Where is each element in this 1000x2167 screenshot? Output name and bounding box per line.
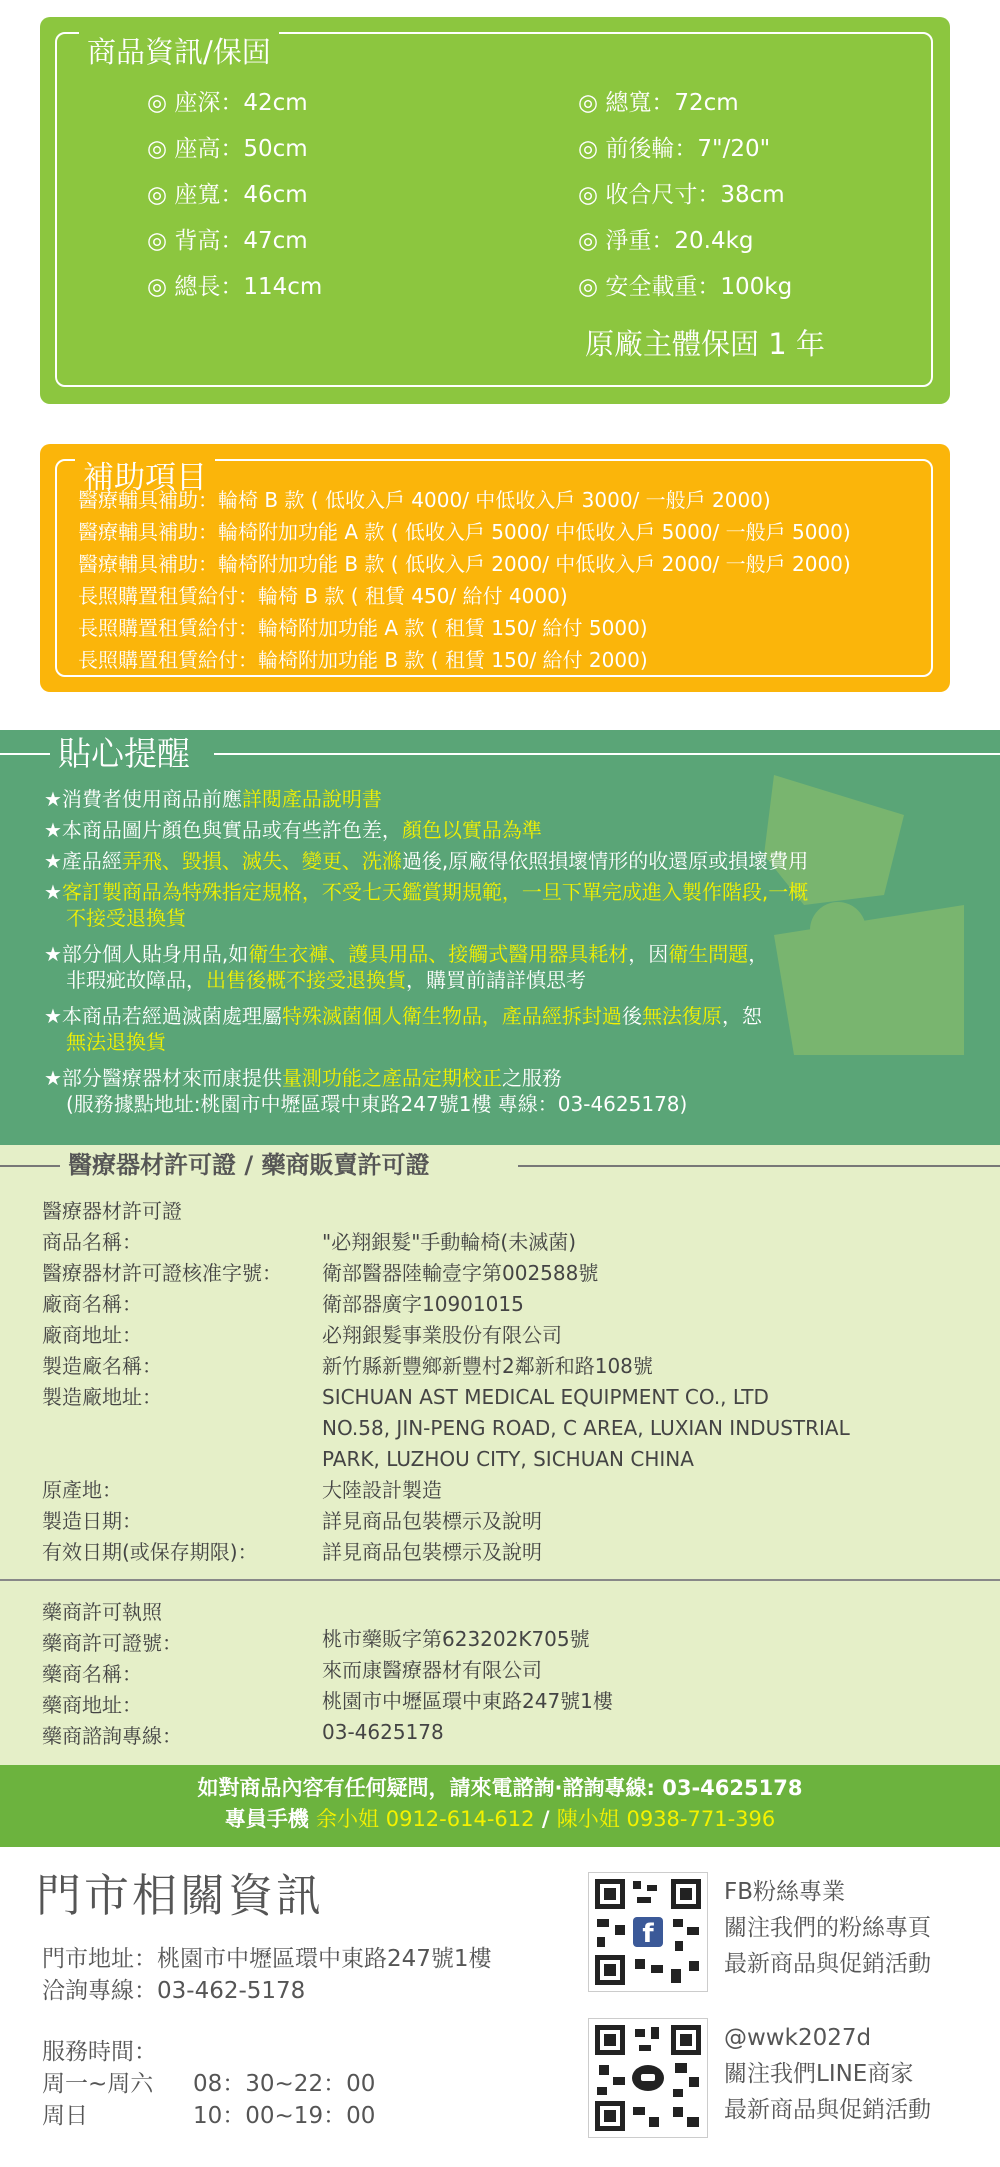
device-row-key: 廠商名稱： [42,1292,142,1316]
spec-safe-load: ◎ 安全載重：100kg [578,274,793,300]
notice-divider-right [214,753,1000,755]
store-phone: 洽詢專線：03-462-5178 [42,1978,306,2004]
device-row-value: 詳見商品包裝標示及說明 [322,1540,542,1564]
subsidy-line: 長照購置租賃給付：輪椅附加功能 A 款 ( 租賃 150/ 給付 5000) [78,616,648,640]
device-row-value: 詳見商品包裝標示及說明 [322,1509,542,1533]
svg-text:f: f [642,1919,654,1949]
device-row-value: 新竹縣新豐鄉新豐村2鄰新和路108號 [322,1354,653,1378]
device-row-value: 必翔銀髮事業股份有限公司 [322,1323,562,1347]
license-separator [0,1579,1000,1581]
subsidy-line: 長照購置租賃給付：輪椅 B 款 ( 租賃 450/ 給付 4000) [78,584,568,608]
device-row-key: 製造廠名稱： [42,1354,162,1378]
hours-sunday-time: 10：00~19：00 [193,2103,376,2129]
pharmacy-row-key: 藥商諮詢專線： [42,1724,182,1748]
license-divider-left [0,1165,60,1167]
inquiry-label: 專員手機 [224,1807,309,1831]
device-license-heading: 醫療器材許可證 [42,1199,182,1223]
notice-divider-left [0,753,50,755]
pharmacy-license-heading: 藥商許可執照 [42,1600,162,1624]
spec-total-width: ◎ 總寬：72cm [578,90,739,116]
device-row-key: 製造日期： [42,1509,142,1533]
pharmacy-row-key: 藥商名稱： [42,1662,142,1686]
device-row-key: 有效日期(或保存期限)： [42,1540,258,1564]
notice-item: ★部分個人貼身用品,如衛生衣褲、護具用品、接觸式醫用器具耗材，因衛生問題， [44,942,769,966]
pharmacy-row-key: 藥商許可證號： [42,1631,182,1655]
device-row-value: NO.58, JIN-PENG ROAD, C AREA, LUXIAN INDUSTRIAL [322,1416,850,1440]
device-row-value: 衛部醫器陸輸壹字第002588號 [322,1261,599,1285]
line-line-2: 關注我們LINE商家 [724,2061,914,2087]
pharmacy-row-value: 03-4625178 [322,1720,444,1744]
spec-wheels: ◎ 前後輪：7"/20" [578,136,771,162]
device-row-value: SICHUAN AST MEDICAL EQUIPMENT CO., LTD [322,1385,769,1409]
store-title: 門市相關資訊 [36,1869,325,1922]
line-line-3: 最新商品與促銷活動 [724,2097,931,2123]
subsidy-line: 醫療輔具補助：輪椅附加功能 B 款 ( 低收入戶 2000/ 中低收入戶 2000/ 一般戶 2000) [78,552,851,576]
inquiry-bar [0,1765,1000,1847]
spec-back-height: ◎ 背高：47cm [147,228,308,254]
warranty-text: 原廠主體保固 1 年 [585,327,825,361]
spec-net-weight: ◎ 淨重：20.4kg [578,228,754,254]
spec-folded-size: ◎ 收合尺寸：38cm [578,182,785,208]
hours-weekday-time: 08：30~22：00 [193,2071,376,2097]
notice-item: ★產品經弄飛、毀損、滅失、變更、洗滌過後,原廠得依照損壞情形的收還原或損壞費用 [44,849,809,873]
notice-item: ★客訂製商品為特殊指定規格，不受七天鑑賞期規範，一旦下單完成進入製作階段,一概 [44,880,809,904]
device-row-key: 商品名稱： [42,1230,142,1254]
fb-line-2: 關注我們的粉絲專頁 [724,1915,931,1941]
subsidy-line: 長照購置租賃給付：輪椅附加功能 B 款 ( 租賃 150/ 給付 2000) [78,648,648,672]
pharmacy-row-value: 來而康醫療器材有限公司 [322,1658,542,1682]
spec-title: 商品資訊/保固 [79,32,279,72]
notice-item: 不接受退換貨 [66,906,186,930]
spec-seat-depth: ◎ 座深：42cm [147,90,308,116]
license-panel [0,1145,1000,1765]
device-row-value: PARK, LUZHOU CITY, SICHUAN CHINA [322,1447,694,1471]
notice-item: 無法退換貨 [66,1030,166,1054]
contact-yu: 余小姐 0912-614-612 [316,1807,535,1831]
spec-seat-height: ◎ 座高：50cm [147,136,308,162]
notice-panel [0,730,1000,1145]
hours-sunday: 周日 [42,2103,88,2129]
device-row-value: "必翔銀髮"手動輪椅(未滅菌) [322,1230,577,1254]
device-row-value: 衛部器廣字10901015 [322,1292,524,1316]
spec-total-length: ◎ 總長：114cm [147,274,323,300]
spec-panel [40,17,950,404]
hours-label: 服務時間： [42,2039,157,2065]
device-row-key: 製造廠地址： [42,1385,162,1409]
notice-item: ★部分醫療器材來而康提供量測功能之產品定期校正之服務 [44,1066,562,1090]
device-row-key: 醫療器材許可證核准字號： [42,1261,282,1285]
spec-seat-width: ◎ 座寬：46cm [147,182,308,208]
subsidy-line: 醫療輔具補助：輪椅 B 款 ( 低收入戶 4000/ 中低收入戶 3000/ 一般戶 2000) [78,488,771,512]
license-divider-right [518,1165,1000,1167]
hours-weekday: 周一~周六 [42,2071,154,2097]
fb-line-1: FB粉絲專業 [724,1879,846,1905]
notice-item: (服務據點地址:桃園市中壢區環中東路247號1樓 專線：03-4625178) [66,1092,688,1116]
fb-qr-code[interactable] [588,1872,708,1992]
subsidy-line: 醫療輔具補助：輪椅附加功能 A 款 ( 低收入戶 5000/ 中低收入戶 5000/ 一般戶 5000) [78,520,851,544]
line-id: @wwk2027d [724,2025,872,2051]
pharmacy-row-value: 桃園市中壢區環中東路247號1樓 [322,1689,613,1713]
notice-item: ★本商品圖片顏色與實品或有些許色差，顏色以實品為準 [44,818,542,842]
subsidy-panel [40,444,950,692]
pharmacy-row-value: 桃市藥販字第623202K705號 [322,1627,590,1651]
subsidy-title: 補助項目 [75,457,215,499]
notice-item: ★消費者使用商品前應詳閱產品說明書 [44,787,382,811]
notice-title: 貼心提醒 [58,734,190,773]
license-title: 醫療器材許可證 / 藥商販賣許可證 [68,1151,430,1179]
pharmacy-row-key: 藥商地址： [42,1693,142,1717]
line-qr-code[interactable] [588,2018,708,2138]
inquiry-line: 如對商品內容有任何疑問，請來電諮詢·諮詢專線: 03-4625178 [197,1776,803,1800]
contact-chen: 陳小姐 0938-771-396 [556,1807,776,1831]
store-address: 門市地址：桃園市中壢區環中東路247號1樓 [42,1946,492,1972]
inquiry-contacts: 專員手機 余小姐 0912-614-612 / 陳小姐 0938-771-396 [224,1807,776,1831]
notice-item: 非瑕疵故障品，出售後概不接受退換貨，購買前請詳慎思考 [66,968,586,992]
device-row-value: 大陸設計製造 [322,1478,442,1502]
device-row-key: 廠商地址： [42,1323,142,1347]
device-row-key: 原產地： [42,1478,122,1502]
notice-item: ★本商品若經過滅菌處理屬特殊滅菌個人衛生物品，產品經拆封過後無法復原，恕 [44,1004,762,1028]
fb-line-3: 最新商品與促銷活動 [724,1951,931,1977]
